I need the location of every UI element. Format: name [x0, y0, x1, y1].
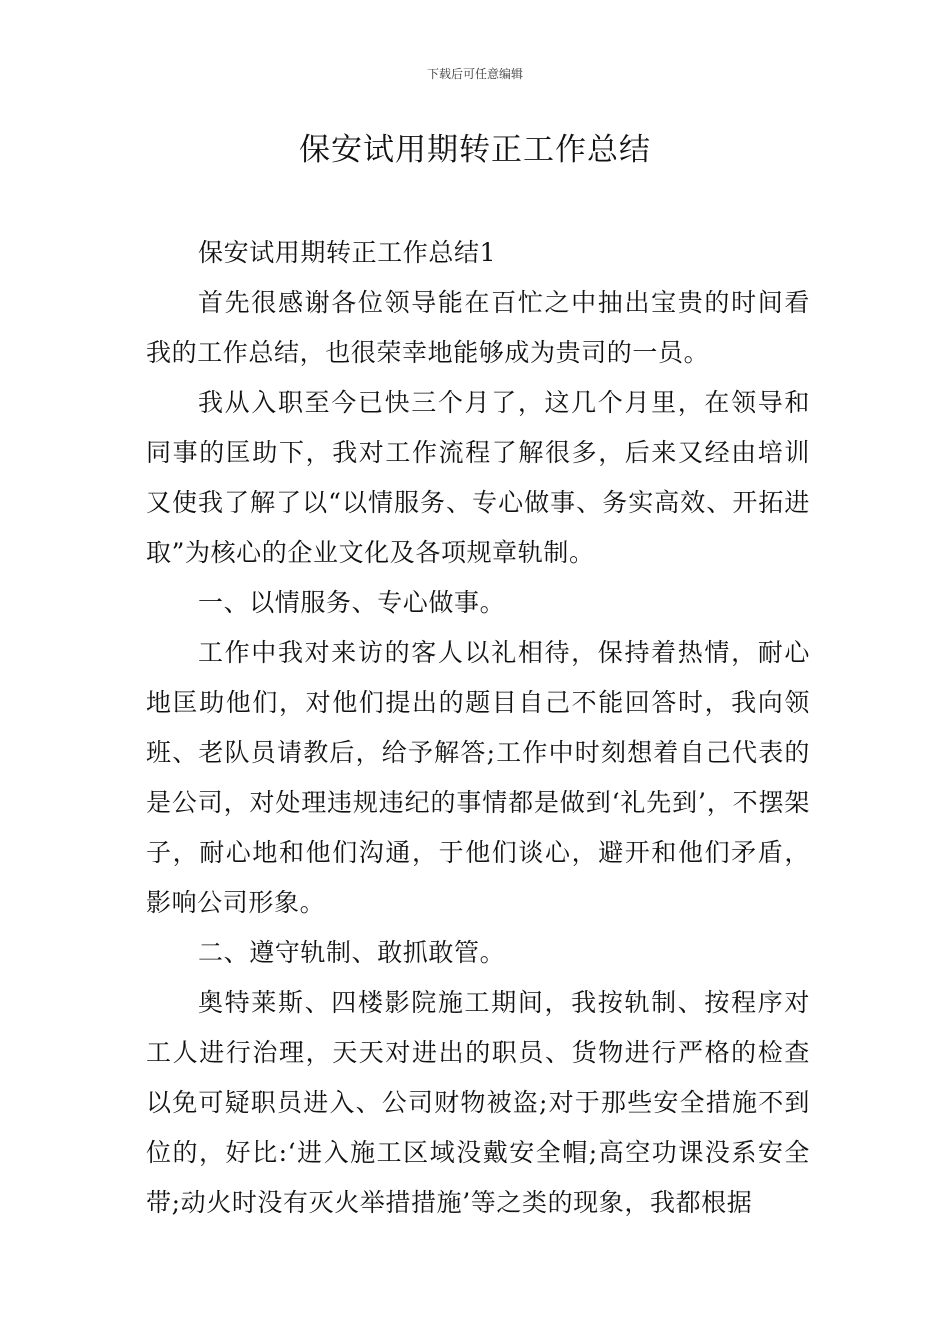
- document-title: 保安试用期转正工作总结: [299, 132, 651, 168]
- section-heading-2: 二、遵守轨制、敢抓敢管。: [198, 938, 506, 967]
- paragraph-intro: 首先很感谢各位领导能在百忙之中抽出宝贵的时间看我的工作总结，也很荣幸地能够成为贵司的一员。: [146, 288, 810, 367]
- document-body: [146, 228, 810, 1228]
- header-note: 下载后可任意编辑: [426, 67, 523, 81]
- paragraph-section-2: 奥特莱斯、四楼影院施工期间，我按轨制、按程序对工人进行治理，天天对进出的职员、货物进行严格的检查以免可疑职员进入、公司财物被盗;对于那些安全措施不到位的，好比:‘进入施工区域没戴安全帽;高空功课没系安全带;动火时没有灭火举措措施’等之类的现象，我都根据: [146, 988, 810, 1217]
- paragraph-background: 我从入职至今已快三个月了，这几个月里，在领导和同事的匡助下，我对工作流程了解很多，后来又经由培训又使我了解了以“以情服务、专心做事、务实高效、开拓进取”为核心的企业文化及各项规章轨制。: [146, 388, 810, 567]
- paragraph-section-1: 工作中我对来访的客人以礼相待，保持着热情，耐心地匡助他们，对他们提出的题目自己不能回答时，我向领班、老队员请教后，给予解答;工作中时刻想着自己代表的是公司，对处理违规违纪的事情都是做到‘礼先到’，不摆架子，耐心地和他们沟通，于他们谈心，避开和他们矛盾，影响公司形象。: [146, 638, 810, 917]
- section-heading-1: 一、以情服务、专心做事。: [198, 588, 506, 617]
- paragraph-subtitle: 保安试用期转正工作总结1: [198, 238, 497, 267]
